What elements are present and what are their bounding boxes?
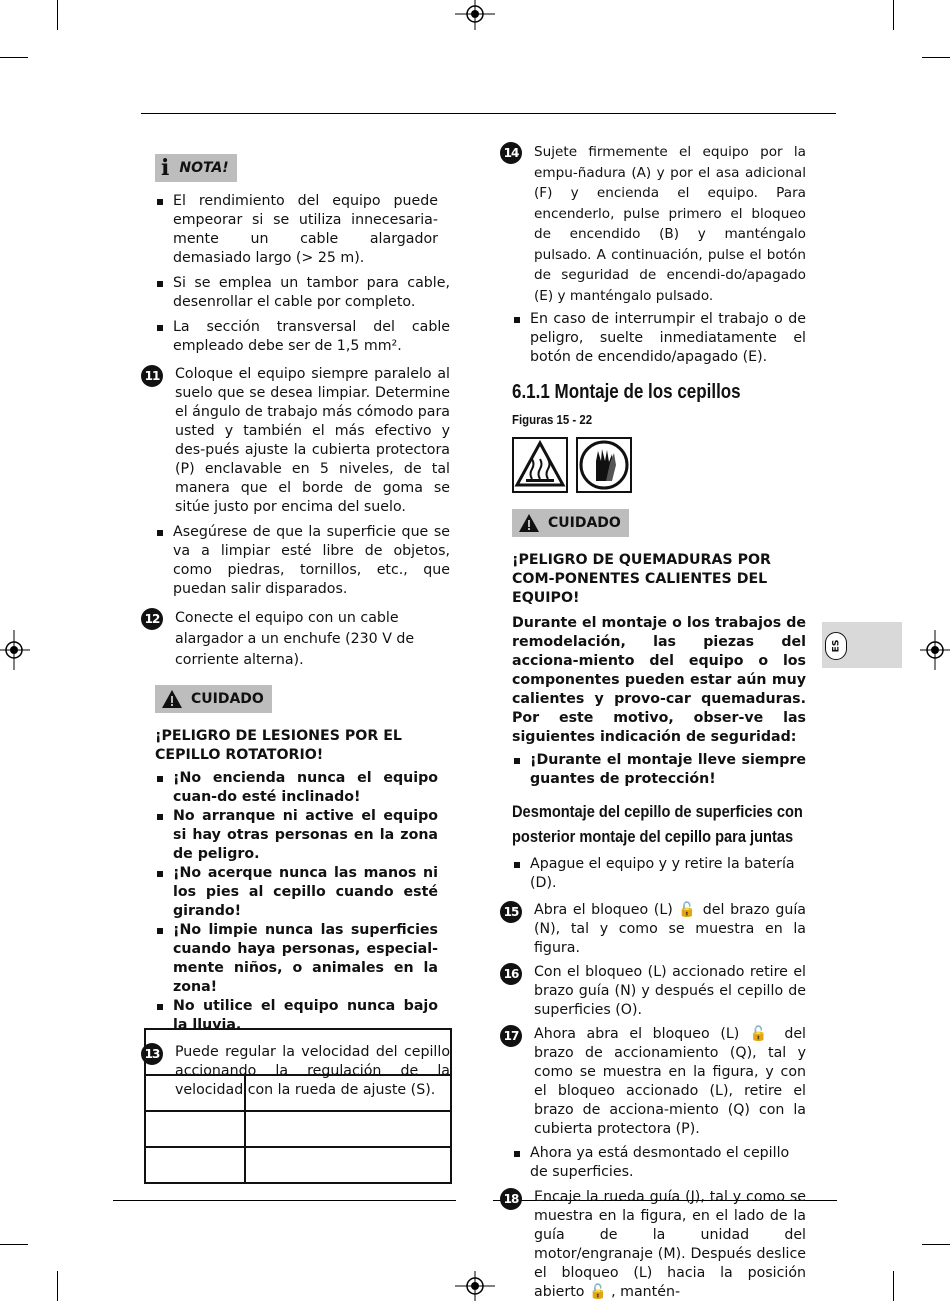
step-number: 14 bbox=[500, 142, 522, 164]
warning-icon bbox=[518, 513, 540, 533]
caution-item: No utilice el equipo nunca bajo la lluvia. bbox=[155, 997, 438, 1035]
crop-mark bbox=[893, 0, 894, 30]
warning-icon bbox=[161, 689, 183, 709]
step-16 bbox=[503, 963, 806, 1020]
step-text: Sujete firmemente el equipo por la empu-ñadura (A) y por el asa adicional (F) y encienda el equipo. Para encenderlo, pulse primero el bloqueo de encendido (B) y manténgalo pulsado. A continuación, pulse el botón de seguridad de encendi-do/apagado (E) y manténgalo pulsado. bbox=[534, 144, 806, 304]
note-item: El rendimiento del equipo puede empeorar si se utiliza innecesaria-mente un cable alargador demasiado largo (> 25 m). bbox=[155, 192, 438, 268]
caution-label-right: CUIDADO bbox=[512, 509, 629, 537]
step-number: 13 bbox=[141, 1043, 163, 1065]
step-text: Ahora abra el bloqueo (L) 🔓 del brazo de accionamiento (Q), tal y como se muestra en la figura, y con el bloqueo accionado (L), retire el brazo de acciona-miento (Q) con la cubierta protectora (P). bbox=[534, 1026, 806, 1137]
step-number: 16 bbox=[500, 963, 522, 985]
subheading: posterior montaje del cepillo para juntas bbox=[512, 827, 794, 846]
step-text: Con el bloqueo (L) accionado retire el brazo guía (N) y después el cepillo de superficies (O). bbox=[534, 964, 806, 1018]
step-15 bbox=[503, 901, 806, 958]
hot-surface-icon bbox=[512, 437, 568, 493]
note-label: i NOTA! bbox=[155, 154, 237, 182]
blank-table bbox=[144, 1028, 452, 1184]
step-18 bbox=[503, 1188, 806, 1302]
crop-mark bbox=[0, 57, 28, 58]
right-column bbox=[503, 142, 806, 1302]
step-text: Abra el bloqueo (L) 🔓 del brazo guía (N), tal y como se muestra en la figura. bbox=[534, 902, 806, 956]
step-11 bbox=[144, 365, 450, 517]
registration-mark-bottom bbox=[455, 1271, 495, 1301]
list-item: Apague el equipo y y retire la batería (D). bbox=[512, 855, 800, 893]
table-cell bbox=[145, 1147, 245, 1183]
step-number: 11 bbox=[141, 365, 163, 387]
step-number: 15 bbox=[500, 901, 522, 923]
header-rule bbox=[141, 113, 836, 114]
section-title: 6.1.1 Montaje de los cepillos bbox=[512, 381, 741, 403]
crop-mark bbox=[922, 1244, 950, 1245]
caution-label: CUIDADO bbox=[155, 685, 272, 713]
step-text: Puede regular la velocidad del cepillo accionando la regulación de la velocidad con la rueda de ajuste (S). bbox=[175, 1044, 450, 1098]
crop-mark bbox=[893, 1271, 894, 1301]
step-text: Conecte el equipo con un cable alargador a un enchufe (230 V de corriente alterna). bbox=[175, 610, 415, 668]
list-item: En caso de interrumpir el trabajo o de peligro, suelte inmediatamente el botón de encendido/apagado (E). bbox=[512, 310, 806, 367]
registration-mark-left bbox=[0, 630, 30, 670]
list-item: Asegúrese de que la superficie que se va a limpiar esté libre de objetos, como piedras, tornillos, etc., que puedan salir disparados. bbox=[155, 523, 450, 599]
crop-mark bbox=[0, 1244, 28, 1245]
note-item: La sección transversal del cable empleado debe ser de 1,5 mm². bbox=[155, 318, 450, 356]
caution-heading: ¡PELIGRO DE QUEMADURAS POR COM-PONENTES CALIENTES DEL EQUIPO! bbox=[512, 552, 771, 606]
step-12 bbox=[144, 608, 450, 671]
table-cell bbox=[145, 1029, 451, 1075]
gloves-icon bbox=[576, 437, 632, 493]
crop-mark bbox=[57, 0, 58, 30]
step-number: 17 bbox=[500, 1025, 522, 1047]
caution-item: ¡No acerque nunca las manos ni los pies al cepillo cuando esté girando! bbox=[155, 864, 438, 921]
step-17 bbox=[503, 1025, 806, 1139]
footer-rule-left bbox=[113, 1200, 456, 1201]
table-cell bbox=[145, 1111, 245, 1147]
crop-mark bbox=[922, 57, 950, 58]
step-14 bbox=[503, 142, 806, 306]
list-item: Ahora ya está desmontado el cepillo de superficies. bbox=[512, 1144, 792, 1182]
figure-reference: Figuras 15 - 22 bbox=[512, 412, 593, 427]
info-icon: i bbox=[161, 155, 170, 181]
caution-item: ¡No limpie nunca las superficies cuando haya personas, especial-mente niños, o animales en la zona! bbox=[155, 921, 438, 997]
step-number: 12 bbox=[141, 608, 163, 630]
caution-item: ¡Durante el montaje lleve siempre guantes de protección! bbox=[512, 751, 806, 789]
caution-heading: ¡PELIGRO DE LESIONES POR EL CEPILLO ROTATORIO! bbox=[155, 728, 402, 763]
caution-item: No arranque ni active el equipo si hay otras personas en la zona de peligro. bbox=[155, 807, 438, 864]
registration-mark-top bbox=[455, 0, 495, 30]
note-item: Si se emplea un tambor para cable, desenrollar el cable por completo. bbox=[155, 274, 450, 312]
safety-pictograms bbox=[512, 437, 806, 493]
step-number: 18 bbox=[500, 1188, 522, 1210]
table-cell bbox=[245, 1111, 451, 1147]
registration-mark-right bbox=[920, 630, 950, 670]
step-text: Coloque el equipo siempre paralelo al suelo que se desea limpiar. Determine el ángulo de trabajo más cómodo para usted y también el más efectivo y des-pués ajuste la cubierta protectora (P) enclavable en 5 niveles, de tal manera que el borde de goma se sitúe justo por encima del suelo. bbox=[175, 366, 450, 515]
step-text: Encaje la rueda guía (J), tal y como se muestra en la figura, en el lado de la guía de la unidad del motor/engranaje (M). Después deslice el bloqueo (L) hacia la posición abierto 🔓 , mantén- bbox=[534, 1189, 806, 1300]
caution-body: Durante el montaje o los trabajos de remodelación, las piezas del acciona-miento del equipo o los componentes pueden estar aún muy calientes y provo-car quemaduras. Por este motivo, obser-ve las siguientes indicación de seguridad: bbox=[512, 615, 806, 745]
table-cell bbox=[145, 1075, 245, 1111]
table-cell bbox=[245, 1147, 451, 1183]
left-column bbox=[144, 154, 450, 1100]
caution-item: ¡No encienda nunca el equipo cuan-do esté inclinado! bbox=[155, 769, 438, 807]
table-cell bbox=[245, 1075, 451, 1111]
subheading: Desmontaje del cepillo de superficies con bbox=[512, 802, 803, 821]
language-tab-label: ES bbox=[825, 632, 847, 660]
crop-mark bbox=[57, 1271, 58, 1301]
